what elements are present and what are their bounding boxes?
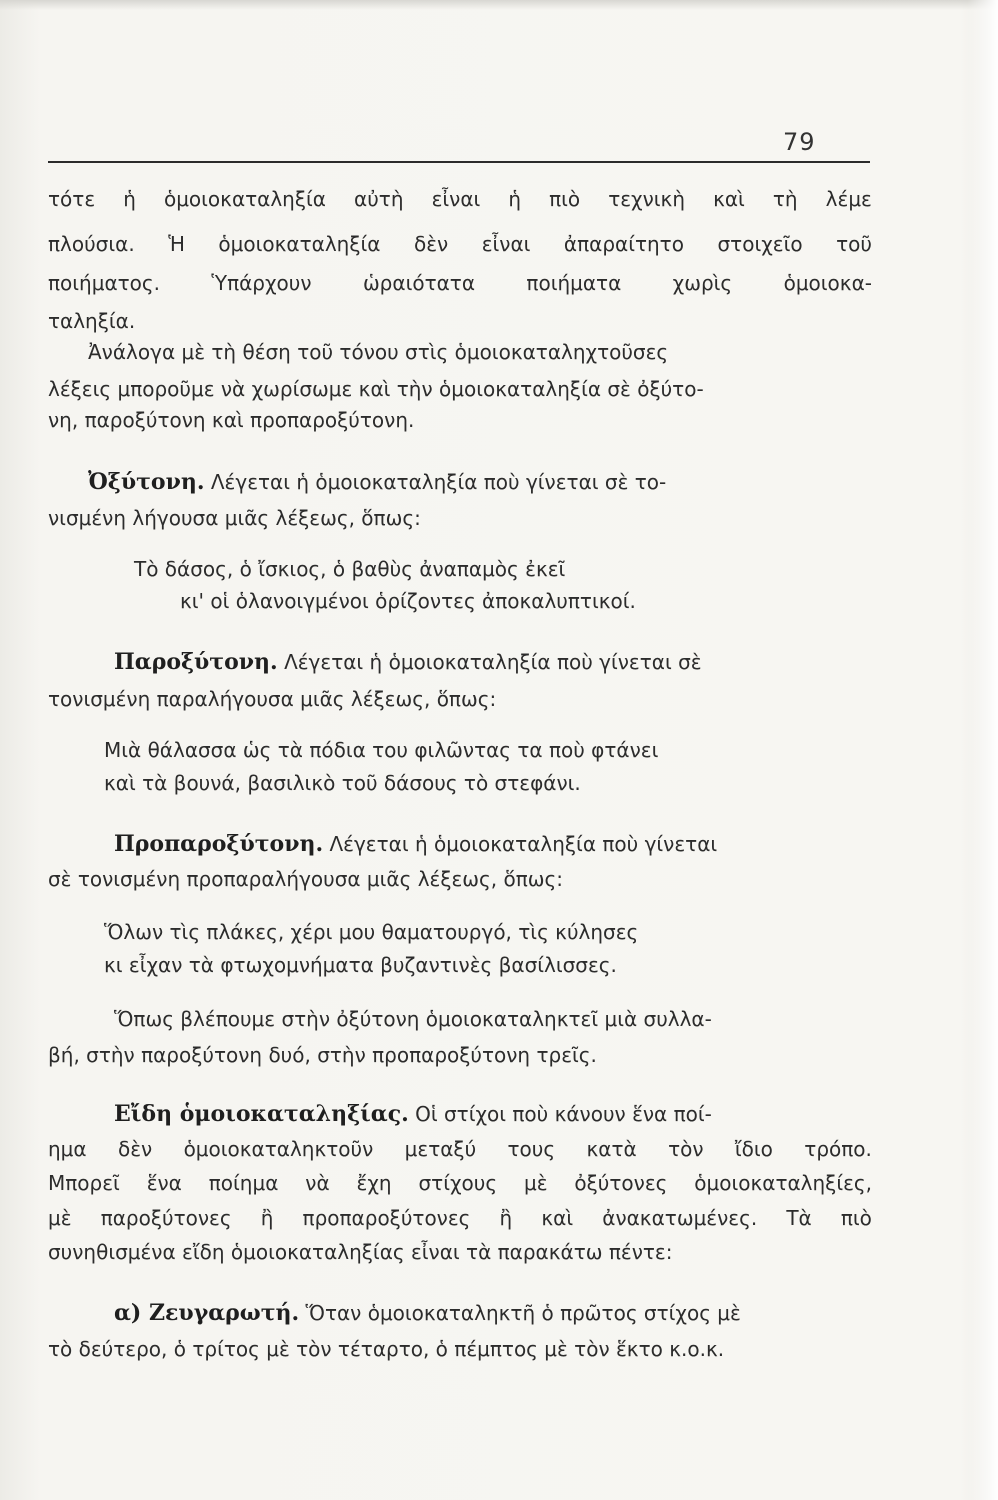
oxytone-verse-1: Τὸ δάσος, ὁ ἴσκιος, ὁ βαθὺς ἀναπαμὸς ἐκεῖ: [134, 557, 566, 581]
word: ποίημα: [208, 1171, 279, 1195]
paroxytone-definition-start: Λέγεται ἡ ὁμοιοκαταληξία ποὺ γίνεται σὲ: [284, 650, 702, 674]
word: πιὸ: [840, 1206, 872, 1230]
paragraph1-line-1: [48, 184, 872, 215]
word: εἶναι: [481, 232, 531, 256]
word: ημα: [48, 1137, 87, 1161]
word: ὁμοιοκαταληξία: [163, 187, 326, 211]
paragraph2-line-1: Ἀνάλογα μὲ τὴ θέση τοῦ τόνου στὶς ὁμοιοκαταληχτοῦσες: [88, 340, 669, 364]
paired-heading: α) Ζευγαρωτή.: [114, 1300, 300, 1326]
summary-line-1: Ὅπως βλέπουμε στὴν ὀξύτονη ὁμοιοκαταληκτεῖ μιὰ συλλα-: [114, 1007, 712, 1031]
word: ἕνα: [146, 1171, 182, 1195]
word: πλούσια.: [48, 232, 135, 256]
word: ἡ: [508, 187, 522, 211]
word: ὡραιότατα: [362, 271, 476, 295]
word: ὁμοιοκαταληκτοῦν: [183, 1137, 374, 1161]
word: καὶ: [541, 1206, 574, 1230]
word: μεταξύ: [404, 1137, 477, 1161]
paragraph1-line-4: ταληξία.: [48, 309, 136, 333]
word: καὶ: [713, 187, 745, 211]
paired-line-2: τὸ δεύτερο, ὁ τρίτος μὲ τὸν τέταρτο, ὁ πέμπτος μὲ τὸν ἕκτο κ.ο.κ.: [48, 1337, 725, 1361]
word: παροξύτονες: [100, 1206, 232, 1230]
proparoxytone-heading: Προπαροξύτονη.: [114, 831, 324, 857]
word: ὁμοιοκα-: [783, 271, 872, 295]
kinds-line-1: [114, 1099, 870, 1130]
kinds-heading: Εἴδη ὁμοιοκαταληξίας.: [114, 1101, 409, 1127]
word: τὴ: [772, 187, 798, 211]
oxytone-line-2: νισμένη λήγουσα μιᾶς λέξεως, ὅπως:: [48, 506, 421, 530]
kinds-line-4: [48, 1203, 872, 1234]
word: ποιήματος.: [48, 271, 161, 295]
word: λέμε: [825, 187, 872, 211]
oxytone-verse-2: κι' οἱ ὁλανοιγμένοι ὁρίζοντες ἀποκαλυπτικοί.: [180, 589, 636, 613]
paragraph2-line-2: λέξεις μποροῦμε νὰ χωρίσωμε καὶ τὴν ὁμοιοκαταληξία σὲ ὀξύτο-: [48, 377, 704, 401]
paroxytone-verse-2: καὶ τὰ βουνά, βασιλικὸ τοῦ δάσους τὸ στεφάνι.: [104, 771, 581, 795]
word: Τὰ: [786, 1206, 812, 1230]
word: στοιχεῖο: [717, 232, 803, 256]
word: ἢ: [260, 1206, 274, 1230]
word: τους: [507, 1137, 556, 1161]
oxytone-definition-start: Λέγεται ἡ ὁμοιοκαταληξία ποὺ γίνεται σὲ το-: [210, 470, 667, 494]
word: δὲν: [413, 232, 449, 256]
word: ἔχη: [356, 1171, 392, 1195]
word: χωρὶς: [672, 271, 733, 295]
paroxytone-verse-1: Μιὰ θάλασσα ὡς τὰ πόδια του φιλῶντας τα ποὺ φτάνει: [104, 738, 659, 762]
kinds-line-3: [48, 1168, 872, 1199]
word: τὸν: [668, 1137, 704, 1161]
word: τεχνικὴ: [608, 187, 686, 211]
proparoxytone-definition-start: Λέγεται ἡ ὁμοιοκαταληξία ποὺ γίνεται: [329, 832, 718, 856]
word: ὁμοιοκαταληξίες,: [694, 1171, 872, 1195]
summary-line-2: βή, στὴν παροξύτονη δυό, στὴν προπαροξύτονη τρεῖς.: [48, 1043, 597, 1067]
word: στίχους: [418, 1171, 498, 1195]
oxytone-line-1: [88, 467, 870, 498]
word: ἀνακατωμένες.: [602, 1206, 758, 1230]
paired-definition-start: Ὅταν ὁμοιοκαταληκτῆ ὁ πρῶτος στίχος μὲ: [305, 1301, 741, 1325]
word: τρόπο.: [804, 1137, 872, 1161]
paragraph1-line-3: [48, 268, 872, 299]
paroxytone-line-1: [114, 647, 870, 678]
word: τοῦ: [836, 232, 872, 256]
word: ἀπαραίτητο: [563, 232, 684, 256]
proparoxytone-verse-1: Ὅλων τὶς πλάκες, χέρι μου θαματουργό, τὶς κύλησες: [104, 920, 639, 944]
word: Ἡ: [168, 232, 185, 256]
scan-right-edge: [968, 0, 998, 1500]
kinds-definition-start: Οἱ στίχοι ποὺ κάνουν ἕνα ποί-: [415, 1102, 712, 1126]
word: ἡ: [123, 187, 136, 211]
word: εἶναι: [431, 187, 481, 211]
word: μὲ: [523, 1171, 548, 1195]
word: ὀξύτονες: [574, 1171, 668, 1195]
paragraph2-line-3: νη, παροξύτονη καὶ προπαροξύτονη.: [48, 408, 415, 432]
paragraph1-line-2: [48, 229, 872, 260]
word: αὐτὴ: [354, 187, 404, 211]
page-number: 79: [783, 128, 816, 156]
word: τότε: [48, 187, 96, 211]
word: δὲν: [117, 1137, 153, 1161]
word: ὁμοιοκαταληξία: [218, 232, 381, 256]
word: Ὑπάρχουν: [211, 271, 312, 295]
word: ἢ: [499, 1206, 513, 1230]
kinds-line-2: [48, 1134, 872, 1165]
scan-top-shadow: [0, 0, 998, 10]
word: ποιήματα: [526, 271, 622, 295]
word: πιὸ: [549, 187, 581, 211]
word: μὲ: [48, 1206, 72, 1230]
word: προπαροξύτονες: [302, 1206, 471, 1230]
word: ἴδιο: [734, 1137, 773, 1161]
oxytone-heading: Ὀξύτονη.: [88, 469, 205, 495]
proparoxytone-line-2: σὲ τονισμένη προπαραλήγουσα μιᾶς λέξεως, ὅπως:: [48, 867, 564, 891]
proparoxytone-line-1: [114, 829, 870, 860]
kinds-line-5: συνηθισμένα εἴδη ὁμοιοκαταληξίας εἶναι τὰ παρακάτω πέντε:: [48, 1240, 673, 1264]
word: νὰ: [305, 1171, 330, 1195]
proparoxytone-verse-2: κι εἶχαν τὰ φτωχομνήματα βυζαντινὲς βασίλισσες.: [104, 953, 617, 977]
word: Μπορεῖ: [48, 1171, 120, 1195]
paired-line-1: [114, 1298, 870, 1329]
paroxytone-line-2: τονισμένη παραλήγουσα μιᾶς λέξεως, ὅπως:: [48, 687, 497, 711]
word: κατὰ: [586, 1137, 637, 1161]
paroxytone-heading: Παροξύτονη.: [114, 649, 278, 675]
header-rule: [48, 161, 870, 163]
